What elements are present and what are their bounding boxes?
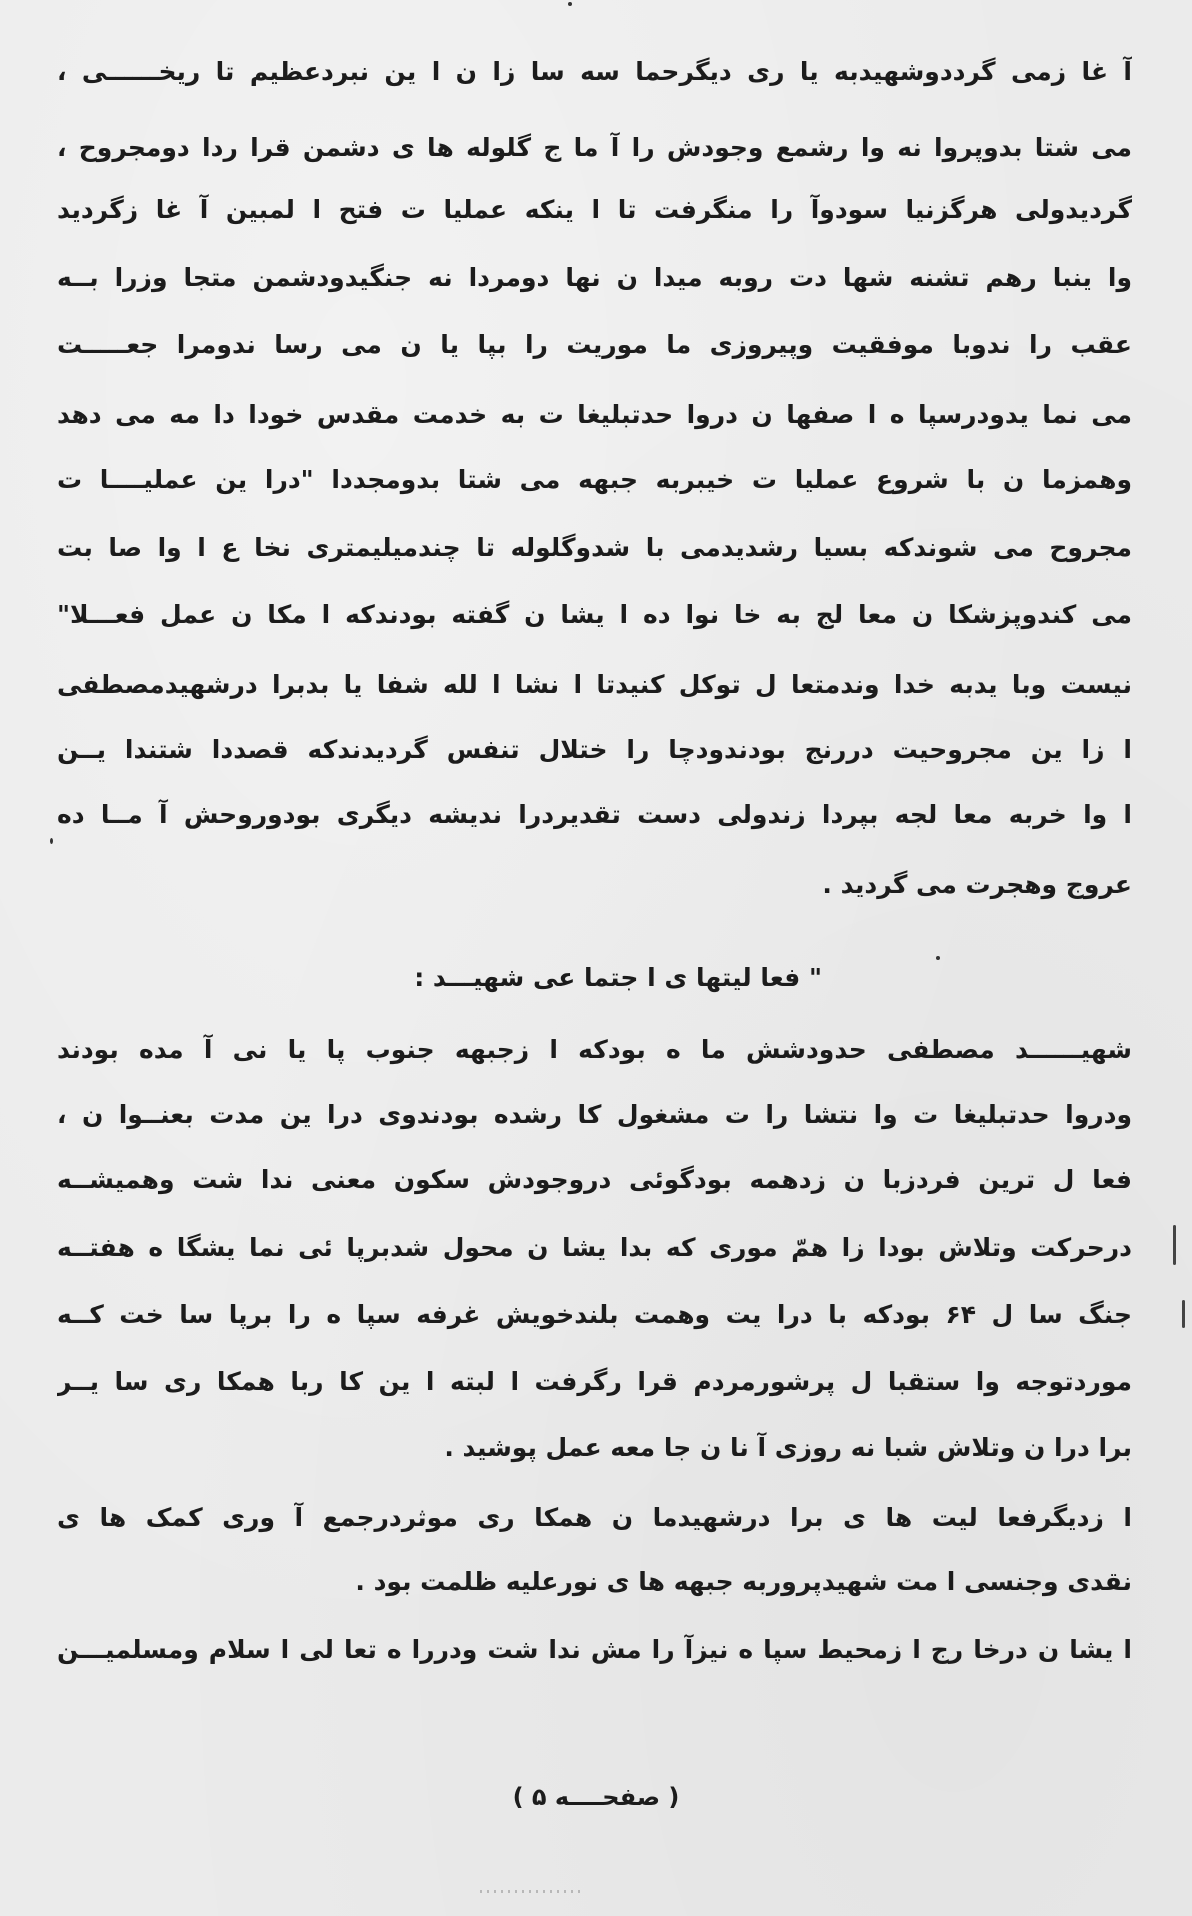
text-line: ودروا حدتبلیغا ت وا نتشا را ت مشغول کا رشده بودندوی درا ین مدت بعنــوا ن ، [57,1100,1132,1129]
text-line: نیست وبا یدبه خدا وندمتعا ل توکل کنیدتا ا نشا ا لله شفا یا بدبرا درشهیدمصطفی [57,670,1132,699]
scan-edge-mark [1173,1225,1176,1265]
text-line: برا درا ن وتلاش شبا نه روزی آ نا ن جا معه عمل پوشید . [444,1433,1132,1462]
text-line: می شتا بدوپروا نه وا رشمع وجودش را آ ما ج گلوله ها ی دشمن قرا ردا دومجروح ، [57,133,1132,162]
text-line: می نما یدودرسپا ه ا صفها ن دروا حدتبلیغا ت به خدمت مقدس خودا دا مه می دهد [57,400,1132,429]
section-heading: " فعا لیتها ی ا جتما عی شهیـــد : [414,963,822,992]
text-line: آ غا زمی گرددوشهیدبه یا ری دیگرحما سه سا زا ن ا ین نبردعظیم تا ریخــــــی ، [57,57,1132,86]
text-line: جنگ سا ل ۶۴ بودکه با درا یت وهمت بلندخویش غرفه سپا ه را برپا سا خت کــه [57,1300,1132,1329]
text-line: وهمزما ن با شروع عملیا ت خیبربه جبهه می شتا بدومجددا "درا ین عملیــــا ت [57,465,1132,494]
scan-edge-mark [1182,1300,1185,1328]
text-line: ا وا خربه معا لجه بپردا زندولی دست تقدیردرا ندیشه دیگری بودوروحش آ مــا ده [57,800,1132,829]
text-line: عقب را ندوبا موفقیت وپیروزی ما موریت را بپا یا ن می رسا ندومرا جعـــــت [57,330,1132,359]
text-line: ا زا ین مجروحیت دررنج بودندودچا را ختلال تنفس گردیدندکه قصددا شتندا یــن [57,735,1132,764]
text-line: می کندوپزشکا ن معا لج به خا نوا ده ا یشا ن گفته بودندکه ا مکا ن عمل فعـــلا" [57,600,1132,629]
text-line: نقدی وجنسی ا مت شهیدپروربه جبهه ها ی نورعلیه ظلمت بود . [355,1567,1132,1596]
text-line: شهیــــــد مصطفی حدودشش ما ه بودکه ا زجبهه جنوب پا یا نی آ مده بودند [57,1035,1132,1064]
scan-noise [480,1890,580,1893]
text-line: گردیدولی هرگزنیا سودوآ را منگرفت تا ا ینکه عملیا ت فتح ا لمبین آ غا زگردید [57,195,1132,224]
page-number: ( صفحــــه ۵ ) [512,1783,680,1811]
text-line: فعا ل ترین فردزبا ن زدهمه بودگوئی دروجودش سکون معنی ندا شت وهمیشــه [57,1165,1132,1194]
text-line: ا زدیگرفعا لیت ها ی برا درشهیدما ن همکا ری موثردرجمع آ وری کمک ها ی [57,1503,1132,1532]
scan-speck [568,2,572,6]
text-line: درحرکت وتلاش بودا زا همّ موری که بدا یشا ن محول شدبرپا ئی نما یشگا ه هفتــه [57,1233,1132,1262]
text-line: مجروح می شوندکه بسیا رشدیدمی با شدوگلوله تا چندمیلیمتری نخا ع ا وا صا بت [57,533,1132,562]
scan-speck [50,838,53,844]
text-line: موردتوجه وا ستقبا ل پرشورمردم قرا رگرفت ا لبته ا ین کا ربا همکا ری سا یــر [57,1367,1132,1396]
text-line: ا یشا ن درخا رج ا زمحیط سپا ه نیزآ را مش ندا شت ودررا ه تعا لی ا سلام ومسلمیـــن [57,1635,1132,1664]
text-line: عروج وهجرت می گردید . [822,870,1132,899]
scan-speck [936,956,940,960]
text-line: وا ینبا رهم تشنه شها دت روبه میدا ن نها دومردا نه جنگیدودشمن متجا وزرا بــه [57,263,1132,292]
